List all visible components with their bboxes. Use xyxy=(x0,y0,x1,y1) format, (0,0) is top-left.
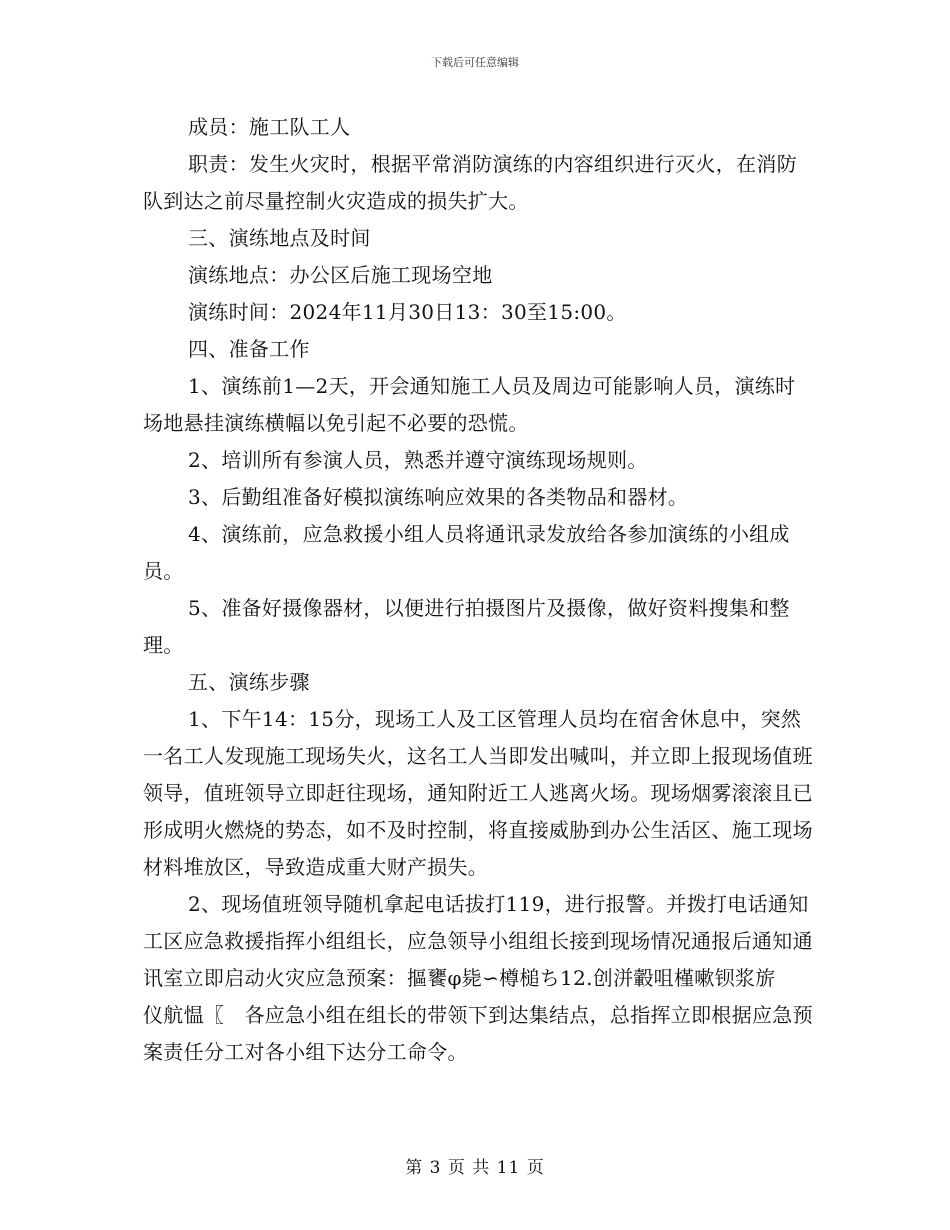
header-note: 下载后可任意编辑 xyxy=(431,56,519,69)
prep-item-2: 2、培训所有参演人员，熟悉并遵守演练现场规则。 xyxy=(188,448,648,472)
step-item-2: 2、现场值班领导随机拿起电话拔打119，进行报警。并拨打电话通知工区应急救援指挥小组组长，应急领导小组组长接到现场情况通报后通知通讯室立即启动火灾应急预案：摳饔φ毙∽樽槌ち12.创洴轂咀槿嗽钡浆旂 仪航愠〖 各应急小组在组长的带领下到达集结点，总指挥立即根据应急预案责任分工对各小组下达分工命令。 xyxy=(143,892,813,1064)
paragraph-location: 演练地点：办公区后施工现场空地 xyxy=(188,263,493,287)
section-heading-steps: 五、演练步骤 xyxy=(188,670,310,694)
paragraph-members: 成员：施工队工人 xyxy=(188,115,351,139)
paragraph-time: 演练时间：2024年11月30日13：30至15:00。 xyxy=(188,300,627,324)
step-item-1: 1、下午14：15分，现场工人及工区管理人员均在宿舍休息中，突然一名工人发现施工现场失火，这名工人当即发出喊叫，并立即上报现场值班领导，值班领导立即赶往现场，通知附近工人逃离火场。现场烟雾滚滚且已形成明火燃烧的势态，如不及时控制，将直接威胁到办公生活区、施工现场材料堆放区，导致造成重大财产损失。 xyxy=(143,707,813,879)
document-body xyxy=(143,109,813,1071)
section-heading-preparation: 四、准备工作 xyxy=(188,337,310,361)
section-heading-location-time: 三、演练地点及时间 xyxy=(188,226,371,250)
prep-item-5: 5、准备好摄像器材，以便进行拍摄图片及摄像，做好资料搜集和整理。 xyxy=(143,596,790,657)
prep-item-3: 3、后勤组准备好模拟演练响应效果的各类物品和器材。 xyxy=(188,485,689,509)
prep-item-1: 1、演练前1—2天，开会通知施工人员及周边可能影响人员，演练时场地悬挂演练横幅以免引起不必要的恐慌。 xyxy=(143,374,796,435)
paragraph-duties: 职责：发生火灾时，根据平常消防演练的内容组织进行灭火，在消防队到达之前尽量控制火灾造成的损失扩大。 xyxy=(143,152,797,213)
prep-item-4: 4、演练前，应急救援小组人员将通讯录发放给各参加演练的小组成员。 xyxy=(143,522,790,583)
page-number: 第 3 页 共 11 页 xyxy=(405,1158,545,1178)
